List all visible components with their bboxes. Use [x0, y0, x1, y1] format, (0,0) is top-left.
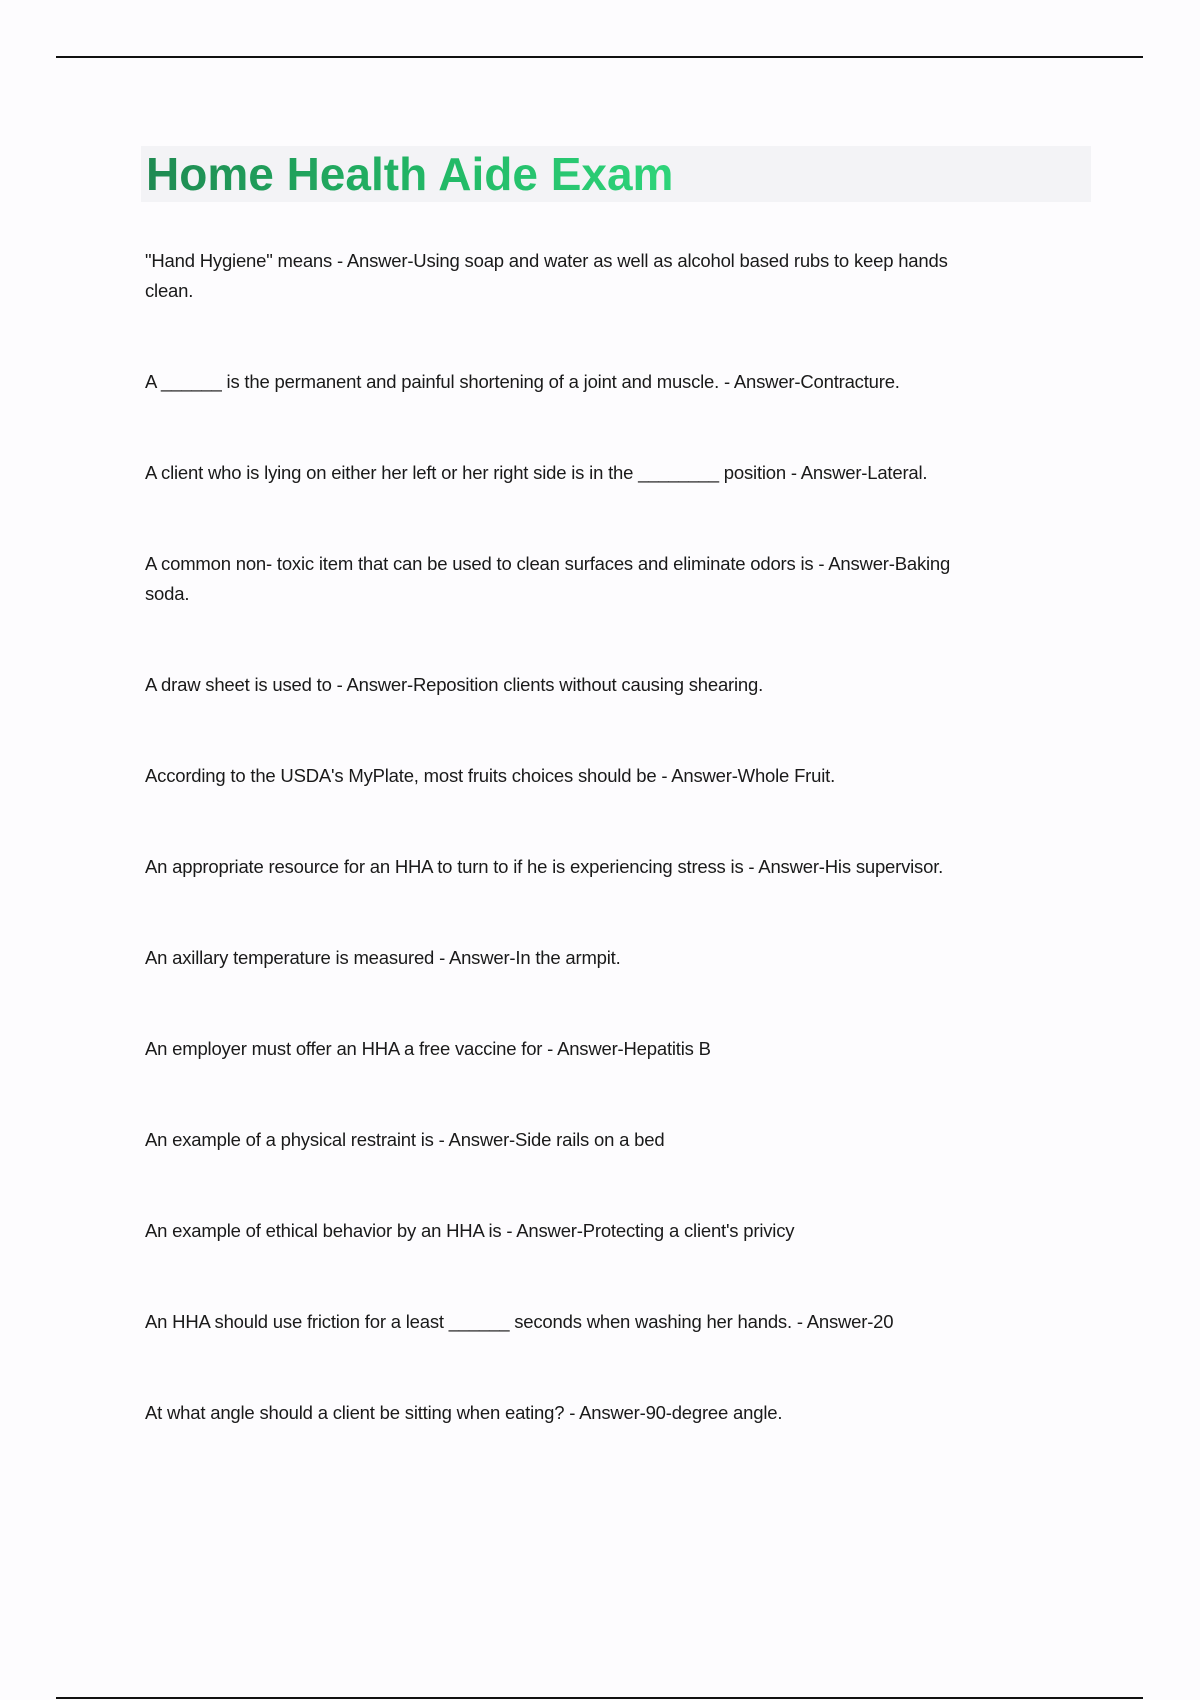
question-text-line: An example of ethical behavior by an HHA is - Answer-Protecting a client's privicy: [145, 1220, 795, 1241]
question-item: [145, 458, 1105, 488]
question-text-line: An example of a physical restraint is - Answer-Side rails on a bed: [145, 1129, 665, 1150]
question-text-line: A common non- toxic item that can be used to clean surfaces and eliminate odors is - Answer-Baking: [145, 553, 951, 574]
question-list: [145, 246, 1105, 1489]
question-text-line: An employer must offer an HHA a free vaccine for - Answer-Hepatitis B: [145, 1038, 711, 1059]
question-item: [145, 670, 1105, 700]
document-title: Home Health Aide Exam: [146, 148, 674, 200]
question-item: [145, 1216, 1105, 1246]
question-text-line: A draw sheet is used to - Answer-Reposition clients without causing shearing.: [145, 674, 764, 695]
question-text-line: clean.: [145, 280, 194, 301]
question-item: [145, 1034, 1105, 1064]
question-item: [145, 246, 1105, 306]
question-text-line: soda.: [145, 583, 190, 604]
question-item: [145, 549, 1105, 609]
question-text-line: An HHA should use friction for a least ______ seconds when washing her hands. - Answer-20: [145, 1311, 894, 1332]
question-item: [145, 1125, 1105, 1155]
question-item: [145, 761, 1105, 791]
question-text-line: "Hand Hygiene" means - Answer-Using soap and water as well as alcohol based rubs to keep hands: [145, 250, 948, 271]
question-text-line: An appropriate resource for an HHA to turn to if he is experiencing stress is - Answer-His supervisor.: [145, 856, 944, 877]
question-item: [145, 367, 1105, 397]
question-text-line: At what angle should a client be sitting when eating? - Answer-90-degree angle.: [145, 1402, 783, 1423]
question-text-line: A client who is lying on either her left or her right side is in the ________ position - Answer-Lateral.: [145, 462, 928, 483]
question-item: [145, 1398, 1105, 1428]
question-item: [145, 943, 1105, 973]
footer-rule: [56, 1697, 1143, 1699]
question-text-line: According to the USDA's MyPlate, most fruits choices should be - Answer-Whole Fruit.: [145, 765, 836, 786]
question-text-line: An axillary temperature is measured - Answer-In the armpit.: [145, 947, 621, 968]
header-rule: [56, 56, 1143, 58]
question-item: [145, 1307, 1105, 1337]
question-item: [145, 852, 1105, 882]
question-text-line: A ______ is the permanent and painful shortening of a joint and muscle. - Answer-Contracture.: [145, 371, 900, 392]
